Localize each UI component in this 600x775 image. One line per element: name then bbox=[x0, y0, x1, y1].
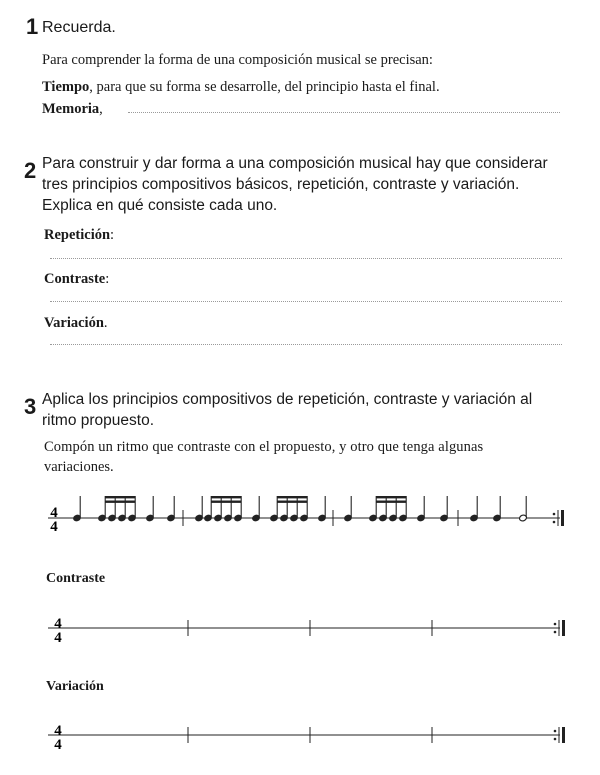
note-beam bbox=[105, 501, 135, 503]
time-signature-top: 4 bbox=[54, 723, 62, 739]
variacion-separator: . bbox=[103, 315, 108, 331]
repeticion-separator: : bbox=[110, 227, 115, 243]
variacion-staff-label: Variación bbox=[46, 679, 104, 694]
time-signature-top: 4 bbox=[54, 616, 62, 632]
time-signature-bottom: 4 bbox=[50, 519, 58, 535]
contraste-staff[interactable] bbox=[48, 616, 565, 646]
exercise-2-line-2: tres principios compositivos básicos, repetición, contraste y variación. bbox=[42, 176, 520, 193]
note-beam bbox=[376, 496, 406, 498]
exercise-3-line-1: Aplica los principios compositivos de repetición, contraste y variación al bbox=[42, 391, 533, 408]
note-beam bbox=[277, 496, 307, 498]
contraste-separator: : bbox=[105, 271, 110, 287]
exercise-3-instruction-2: variaciones. bbox=[44, 459, 114, 475]
tiempo-label: Tiempo bbox=[42, 79, 90, 95]
note-beam bbox=[211, 496, 241, 498]
time-signature-bottom: 4 bbox=[54, 630, 62, 646]
variacion-staff[interactable] bbox=[48, 723, 565, 753]
note-beam bbox=[211, 501, 241, 503]
time-signature-top: 4 bbox=[50, 505, 58, 521]
tiempo-text: , para que su forma se desarrolle, del principio hasta el final. bbox=[89, 79, 440, 95]
proposed-rhythm-staff bbox=[48, 496, 564, 535]
exercise-1-title: Recuerda. bbox=[42, 19, 116, 36]
exercise-1-number: 1 bbox=[26, 14, 39, 39]
exercise-1-intro: Para comprender la forma de una composición musical se precisan: bbox=[42, 52, 433, 68]
time-signature-bottom: 4 bbox=[54, 737, 62, 753]
exercise-2-number: 2 bbox=[24, 158, 37, 183]
note-beam bbox=[376, 501, 406, 503]
contraste-label: Contraste bbox=[44, 271, 106, 287]
exercise-3-line-2: ritmo propuesto. bbox=[42, 412, 154, 429]
exercise-2-line-1: Para construir y dar forma a una composición musical hay que considerar bbox=[42, 155, 548, 172]
exercise-3-number: 3 bbox=[24, 394, 37, 419]
memoria-separator: , bbox=[99, 101, 103, 117]
memoria-label: Memoria bbox=[42, 101, 100, 117]
exercise-2-line-3: Explica en qué consiste cada uno. bbox=[42, 197, 278, 214]
exercise-3-instruction-1: Compón un ritmo que contraste con el propuesto, y otro que tenga algunas bbox=[44, 439, 484, 455]
note-beam bbox=[277, 501, 307, 503]
repeticion-label: Repetición bbox=[44, 227, 111, 243]
variacion-label: Variación bbox=[44, 315, 104, 331]
contraste-staff-label: Contraste bbox=[46, 571, 106, 586]
note-beam bbox=[105, 496, 135, 498]
